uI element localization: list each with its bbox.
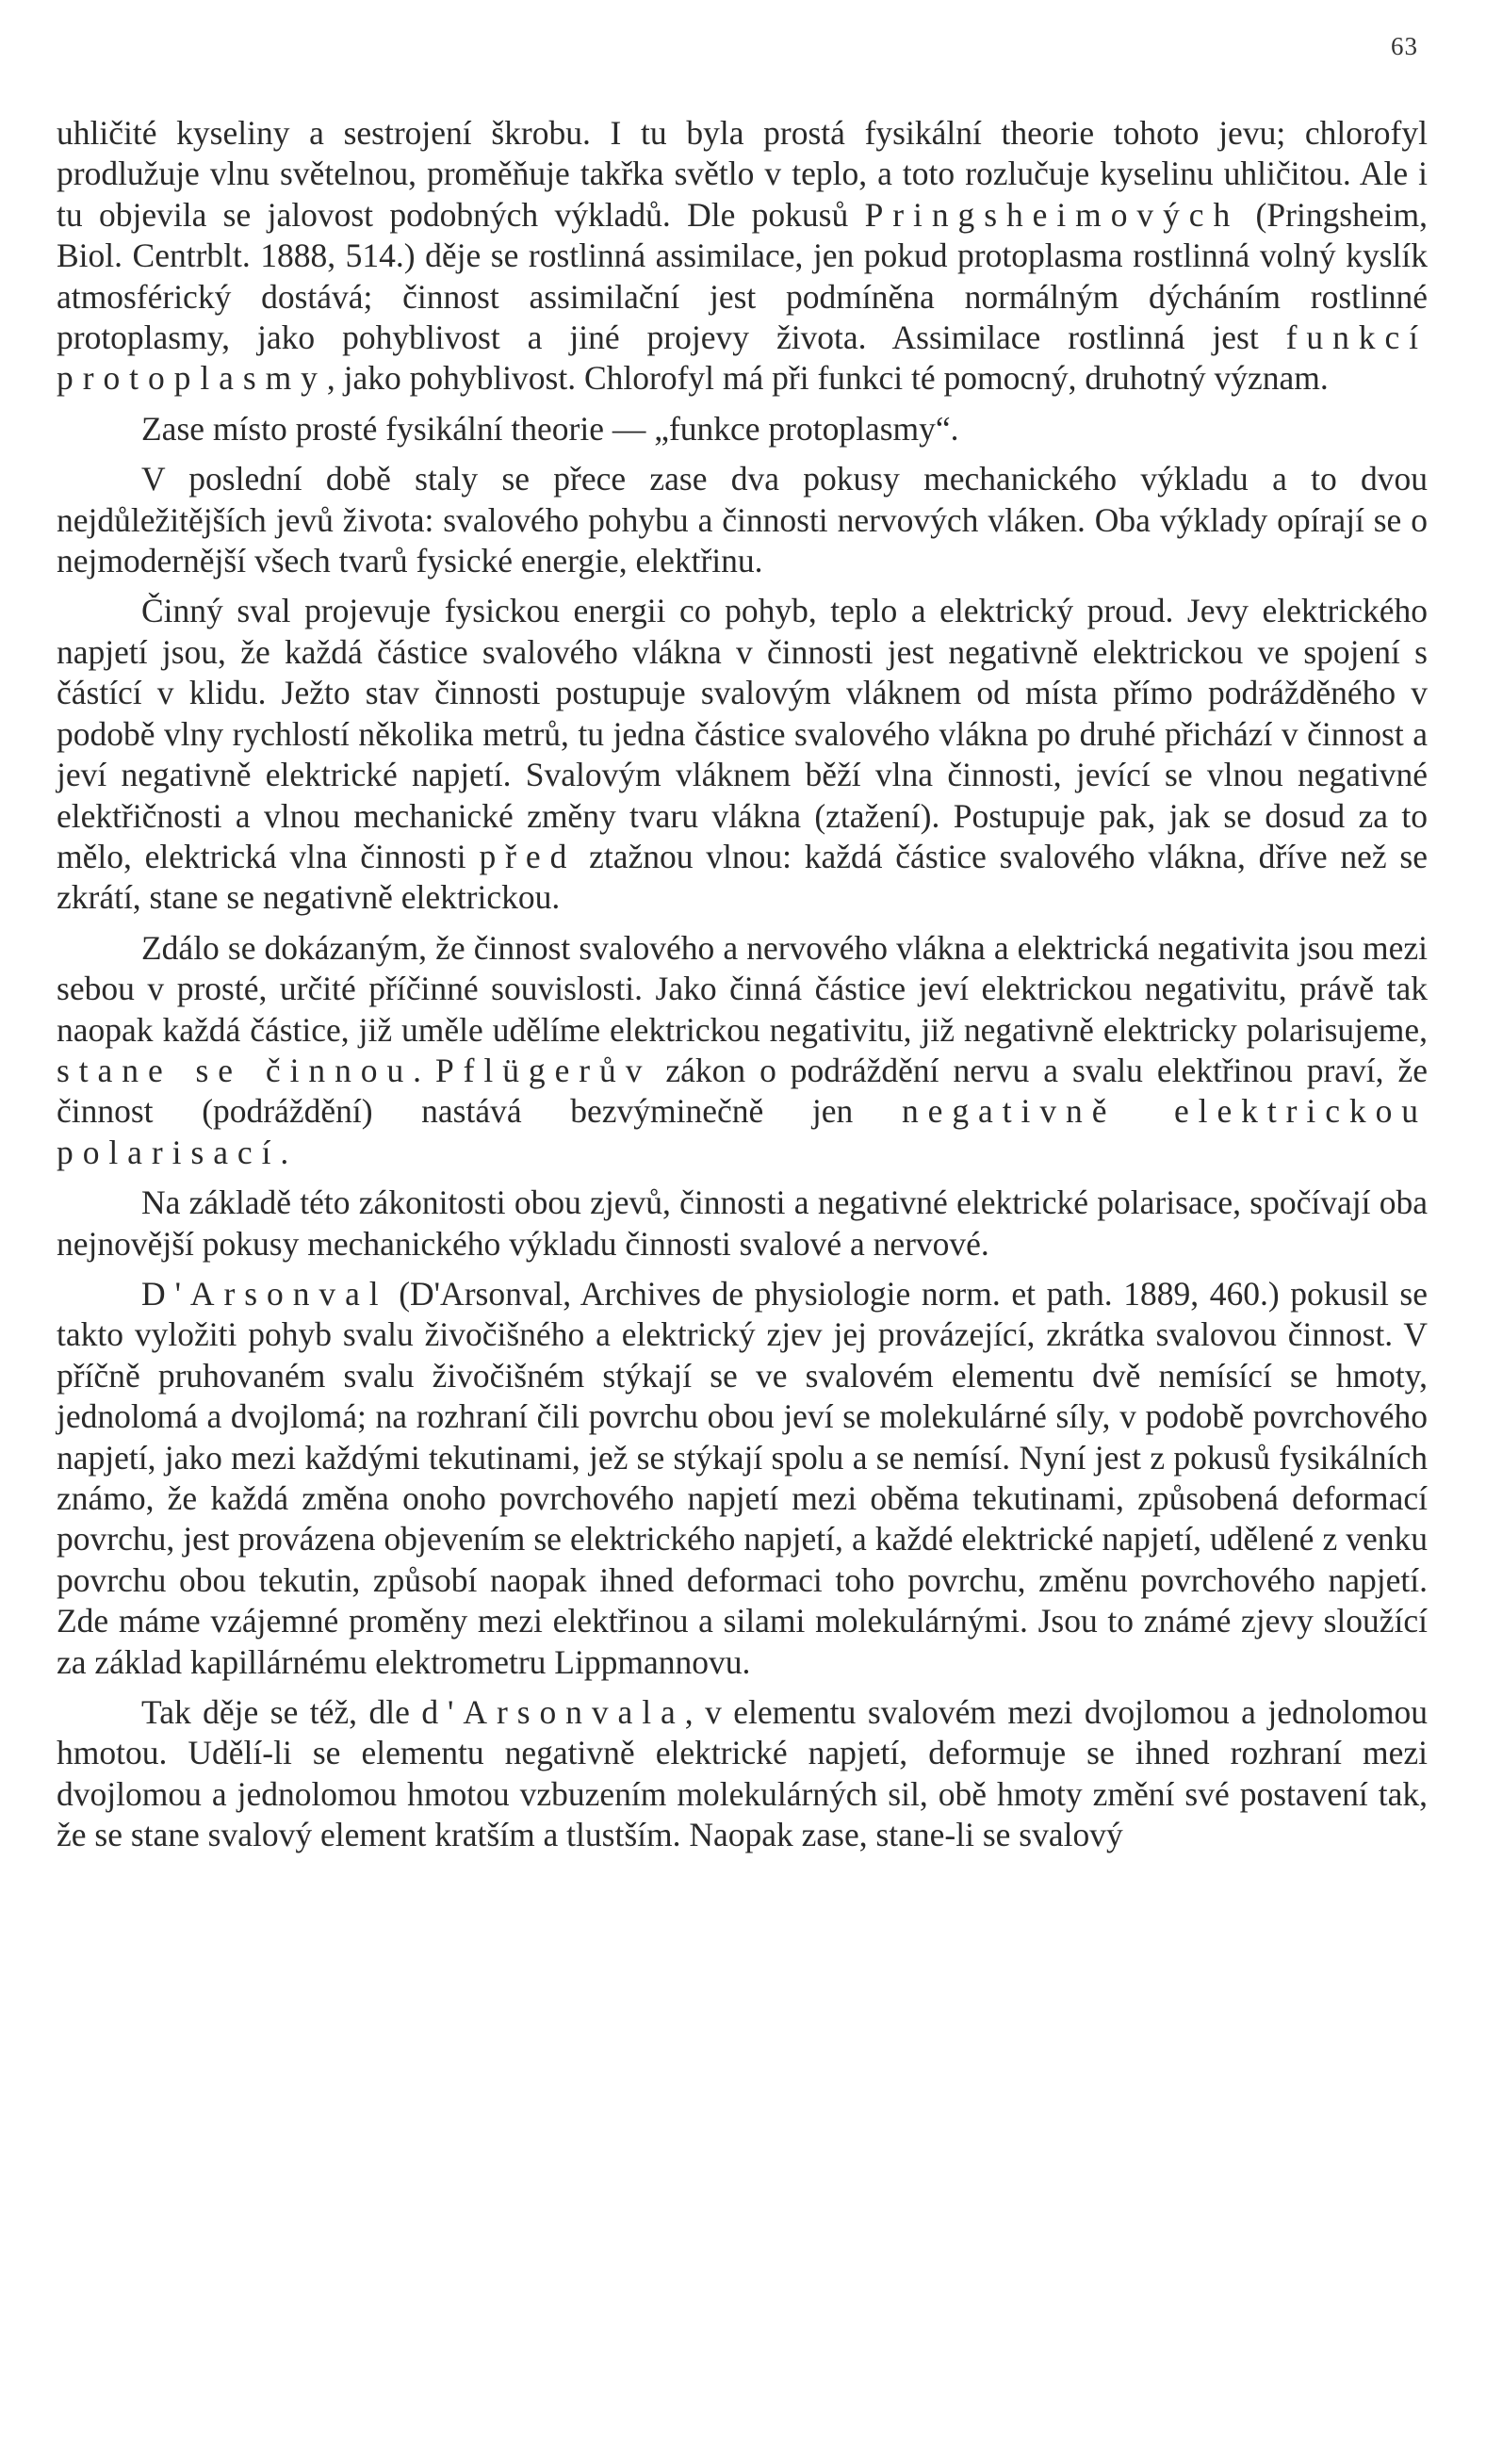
paragraph-text: Zase místo prosté fysikální theorie — „funkce protoplasmy“. [141,409,959,448]
paragraph-text: Zdálo se dokázaným, že činnost svalového a nervového vlákna a elektrická negativita jsou mezi sebou v prosté, určité příčinné souvislosti. Jako činná částice jeví elektrickou negativitu, právě tak naopak každá částice, již uměle udělíme elektrickou negativitu, již negativně elektricky polarisujeme, [57,928,1428,1049]
spaced-emphasis-text: před [479,837,577,875]
paragraph [57,1274,1428,1683]
paragraph-text: Na základě této zákonitosti obou zjevů, činnosti a negativné elektrické polarisace, spočívají oba nejnovější pokusy mechanického výkladu činnosti svalové a nervové. [57,1183,1428,1263]
paragraph [57,591,1428,918]
spaced-emphasis-text: stane se činnou [57,1051,414,1089]
paragraph-text: . [413,1051,435,1089]
paragraph-text: uhličité kyseliny a sestrojení škrobu. I tu byla prostá fysikální theorie tohoto jevu; chlorofyl prodlužuje vlnu světelnou, proměňuje takřka světlo v teplo, a toto rozlučuje kyselinu uhličitou. Ale i tu objevila se jalovost podobných výkladů. Dle pokusů [57,114,1428,234]
spaced-emphasis-text: D'Arsonval [141,1274,388,1313]
paragraph-text: (D'Arsonval, Archives de physiologie norm. et path. 1889, 460.) pokusil se takto vyložiti pohyb svalu živočišného a elektrický zjev jej provázející, zkrátka svalovou činnost. V příčně pruhovaném svalu živočišném stýkají se ve svalovém elementu dvě nemísící se hmoty, jednolomá a dvojlomá; na rozhraní čili povrchu obou jeví se molekulárné síly, v podobě povrchového napjetí, jako mezi každými tekutinami, jež se stýkají spolu a se nemísí. Nyní jest z pokusů fysikálních známo, že každá změna onoho povrchového napjetí mezi oběma tekutinami, způsobená deformací povrchu, jest provázena objevením se elektrického napjetí, a každé elektrické napjetí, udělené z venku povrchu obou tekutin, způsobí naopak ihned deformaci toho povrchu, změnu povrchového napjetí. Zde máme vzájemné proměny mezi elektřinou a silami molekulárnými. Jsou to známé zjevy sloužící za základ kapillárnému elektrometru Lippmannovu. [57,1274,1428,1681]
paragraph-text: Činný sval projevuje fysickou energii co pohyb, teplo a elektrický proud. Jevy elektrického napjetí jsou, že každá částice svalového vlákna v činnosti jest negativně elektrickou ve spojení s částící v klidu. Ježto stav činnosti postupuje svalovým vláknem od místa přímo podrážděného v podobě vlny rychlostí několika metrů, tu jedna částice svalového vlákna po druhé přichází v činnost a jeví negativně elektrické napjetí. Svalovým vláknem běží vlna činnosti, jevící se vlnou negativné elektřičnosti a vlnou mechanické změny tvaru vlákna (ztažení). Postupuje pak, jak se dosud za to mělo, elektrická vlna činnosti [57,592,1428,875]
body-text [57,113,1428,1866]
paragraph-text: V poslední době staly se přece zase dva pokusy mechanického výkladu a to dvou nejdůležitějších jevů života: svalového pohybu a činnosti nervových vláken. Oba výklady opírají se o nejmodernější všech tvarů fysické energie, elektřinu. [57,460,1428,580]
page-number: 63 [1391,32,1418,60]
paragraph-text: zákon o podráždění nervu a svalu elektřinou praví, že činnost (podráždění) nastává bezvýminečně jen [57,1051,1428,1131]
spaced-emphasis-text: funkcí protoplasmy [57,318,1428,398]
paragraph-text: . [280,1133,289,1171]
paragraph [57,459,1428,581]
paragraph [57,113,1428,400]
paragraph [57,928,1428,1173]
spaced-emphasis-text: negativně elektrickou polarisací [57,1092,1428,1171]
paragraph-text: (Pringsheim, Biol. Centrblt. 1888, 514.) děje se rostlinná assimilace, jen pokud protoplasma rostlinná volný kyslík atmosférický dostává; činnost assimilační jest podmíněna normálným dýcháním rostlinné protoplasmy, jako pohyblivost a jiné projevy života. Assimilace rostlinná jest [57,195,1428,357]
paragraph-text: , jako pohyblivost. Chlorofyl má při funkci té pomocný, druhotný význam. [326,359,1329,398]
spaced-emphasis-text: Pringsheimových [864,195,1240,234]
paragraph-text: Tak děje se též, dle [141,1693,422,1732]
spaced-emphasis-text: d'Arsonvala [421,1693,685,1732]
spaced-emphasis-text: Pflügerův [434,1051,652,1089]
paragraph [57,1692,1428,1856]
paragraph-text: ztažnou vlnou: každá částice svalového vlákna, dříve než se zkrátí, stane se negativně elektrickou. [57,837,1428,917]
paragraph [57,409,1428,449]
paragraph [57,1183,1428,1265]
paragraph-text: , v elementu svalovém mezi dvojlomou a jednolomou hmotou. Udělí-li se elementu negativně elektrické napjetí, deformuje se ihned rozhraní mezi dvojlomou a jednolomou hmotou vzbuzením molekulárných sil, obě hmoty změní své postavení tak, že se stane svalový element kratším a tlustším. Naopak zase, stane-li se svalový [57,1693,1428,1854]
